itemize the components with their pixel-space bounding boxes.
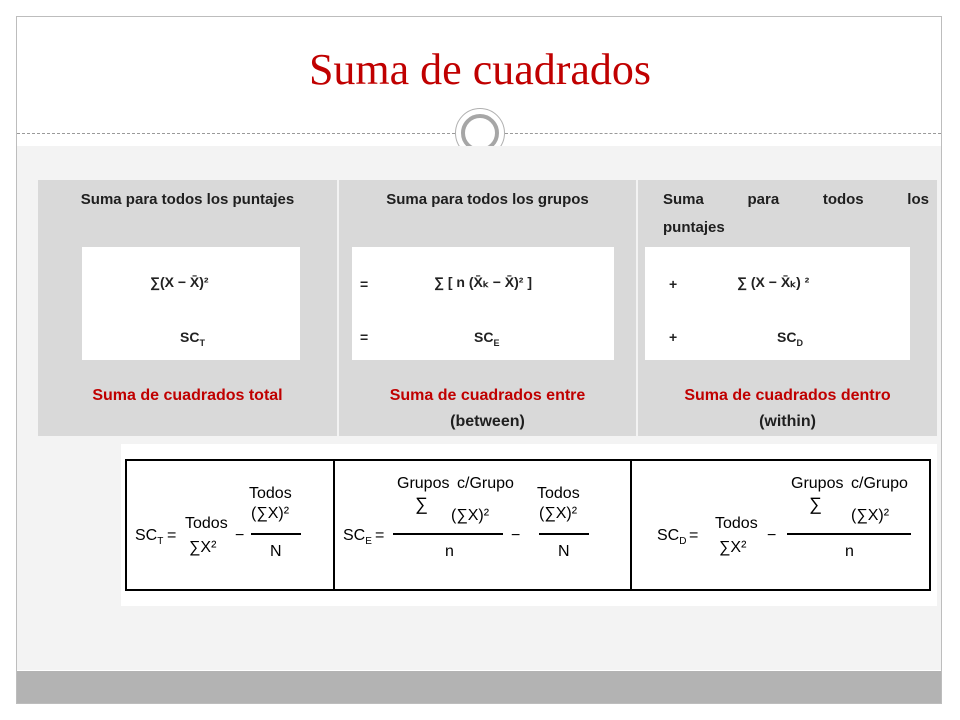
footer-bar <box>17 671 941 703</box>
formula-sc-total: $SC_T$ <box>180 329 205 348</box>
caption-extra: (within) <box>759 413 816 430</box>
title-divider-left <box>17 133 455 134</box>
formula-box-within <box>645 247 910 360</box>
column-caption <box>339 383 636 435</box>
caption-extra: (between) <box>450 413 525 430</box>
table-divider <box>630 461 632 589</box>
caption-text: Suma de cuadrados dentro <box>684 387 891 404</box>
formula-sc-within: $SC_D$ <box>777 329 803 348</box>
formulas-border: $SC_T$ = Todos ∑X² − Todos (∑X)² N $SC_E$ = Grupos c/Grupo ∑ (∑X)² n − Todos (∑X)² N $SC_D$ = Todos ∑X² − Grupos c/Grupo ∑ (∑X)² n <box>125 459 931 591</box>
title-divider-right <box>505 133 941 134</box>
column-within <box>638 180 937 436</box>
column-label-line1: Suma para todos los <box>663 191 929 208</box>
formula-sum-squares-within: ∑ (X − X̄ₖ) ² <box>737 274 810 290</box>
column-between <box>339 180 636 436</box>
slide-title: Suma de cuadrados <box>308 45 652 94</box>
caption-text: Suma de cuadrados total <box>92 387 283 404</box>
formula-sc-between: $SC_E$ <box>474 329 500 348</box>
formula-box-total <box>82 247 300 360</box>
formula-plus-bottom: + <box>669 329 678 345</box>
column-caption <box>638 383 937 435</box>
formula-plus-top: + <box>669 276 678 292</box>
formula-equals-top: = <box>360 276 369 292</box>
column-label: Suma para todos los grupos <box>386 191 589 208</box>
column-label-line2: puntajes <box>663 219 725 236</box>
column-caption <box>38 383 337 409</box>
formula-equals-bottom: = <box>360 329 369 345</box>
formula-sum-squares-between: ∑ [ n (X̄ₖ − X̄)² ] <box>434 274 532 290</box>
column-label: Suma para todos los puntajes <box>80 191 295 208</box>
computational-formulas-table <box>121 444 937 606</box>
caption-text: Suma de cuadrados entre <box>389 387 586 404</box>
table-divider <box>333 461 335 589</box>
formula-box-between <box>352 247 614 360</box>
column-total <box>38 180 337 436</box>
formula-sum-squares-total: ∑(X − X̄)² <box>150 274 209 290</box>
